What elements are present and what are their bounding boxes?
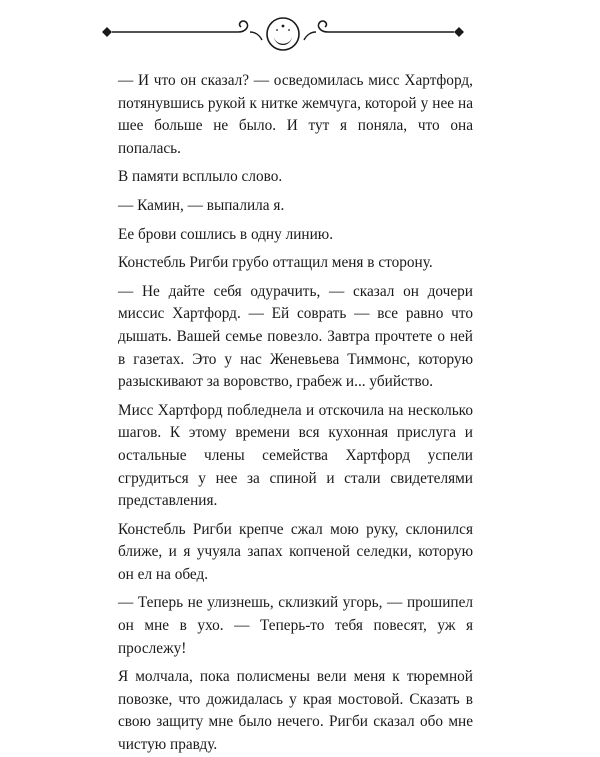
star-icon [282,25,285,28]
paragraph: В памяти всплыло слово. [118,168,283,186]
paragraph: Мисс Хартфорд побледнела и отскочила на несколько шагов. К этому времени вся кухонная прислуга и остальные члены семейства Хартфорд успели сгрудиться у нее за спиной и стали свидетелями представления. [118,401,473,510]
crescent-moon-icon [274,36,292,45]
right-curl-icon [318,21,328,32]
center-emblem [267,18,299,50]
paragraph: — Теперь не улизнешь, склизкий угорь, — прошипел он мне в ухо. — Теперь-то тебя повесят, уж я прослежу! [118,594,473,657]
paragraph: Констебль Ригби грубо оттащил меня в сторону. [118,254,433,272]
paragraph: — И что он сказал? — осведомилась мисс Хартфорд, потянувшись рукой к нитке жемчуга, которой у нее на шее больше не было. И тут я поняла, что она попалась. [118,72,473,157]
page-text [118,70,473,757]
paragraph: — Камин, — выпалила я. [118,196,285,214]
left-curl-icon [238,21,248,32]
header-ornament [100,12,500,56]
paragraph: Я молчала, пока полисмены вели меня к тюремной повозке, что дожидалась у края мостовой. Сказать в свою защиту мне было нечего. Ригби сказал обо мне чистую правду. [118,668,473,754]
left-diamond-icon [102,27,112,37]
paragraph: — Не дайте себя одурачить, — сказал он дочери миссис Хартфорд. — Ей соврать — все равно что дышать. Вашей семье повезло. Завтра прочтете о ней в газетах. Это у нас Женевьева Тиммонс, которую разыскивают за воровство, грабеж и... убийство. [118,282,473,391]
right-diamond-icon [454,27,464,37]
paragraph: Констебль Ригби крепче сжал мою руку, склонился ближе, и я учуяла запах копченой селедки, которую он ел на обед. [118,520,473,583]
paragraph: Ее брови сошлись в одну линию. [118,225,334,243]
